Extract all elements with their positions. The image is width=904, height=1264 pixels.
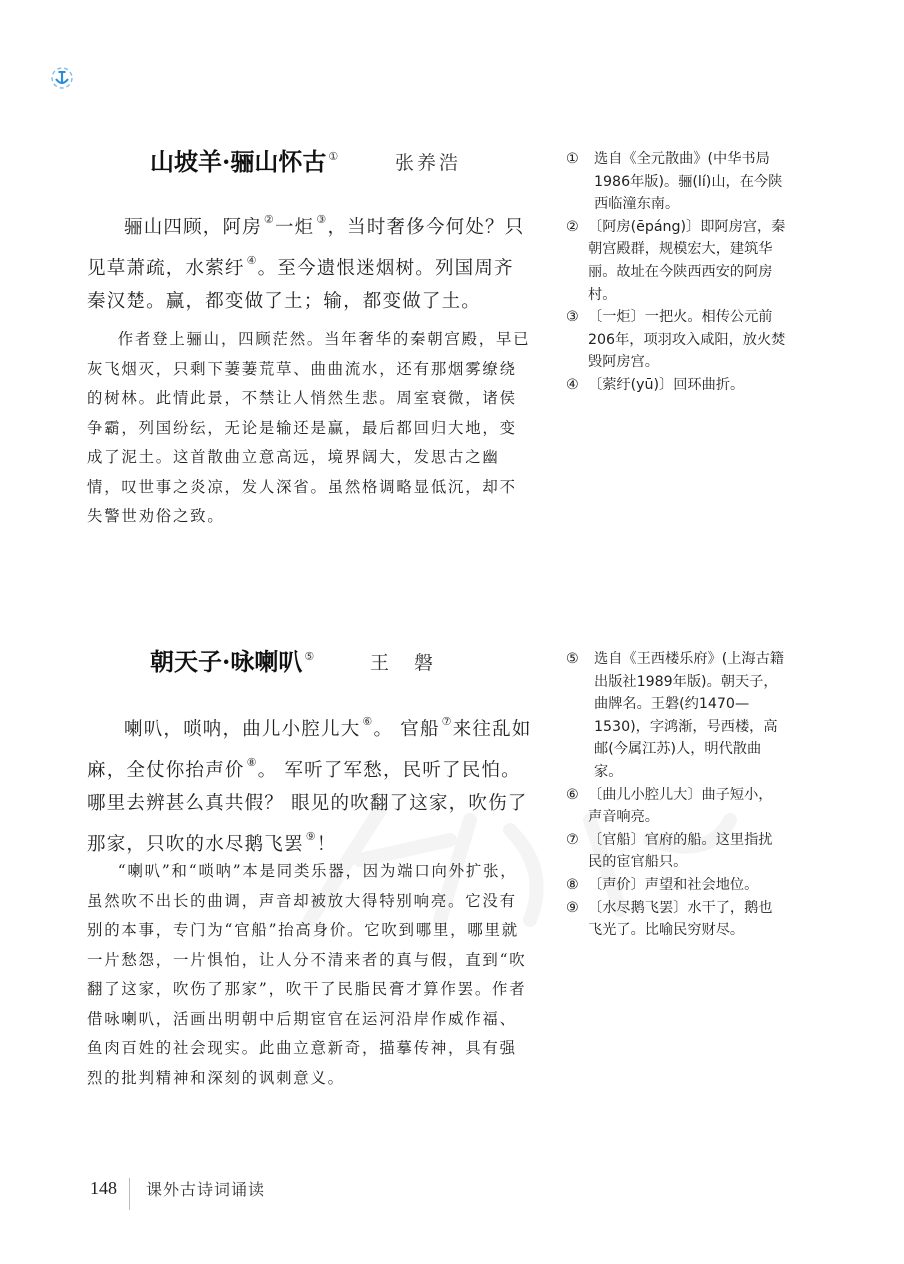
footnote-item bbox=[566, 829, 786, 874]
footnote-number: ② bbox=[566, 218, 579, 235]
footnote-number: ① bbox=[566, 151, 579, 167]
footnote-ref[interactable]: ④ bbox=[246, 254, 258, 267]
footnote-number: ⑥ bbox=[566, 786, 579, 803]
poem-text: 。 军听了军愁，民听了民怕。 哪里去辨甚么真共假？ 眼见的吹翻了这家，吹伤了那家，只吹的水尽鹅飞罢 bbox=[87, 760, 528, 855]
footnote-text: 〔阿房(ēpáng)〕即阿房宫，秦朝宫殿群，规模宏大，建筑华丽。故址在今陕西西安的阿房村。 bbox=[588, 218, 786, 303]
footnote-ref[interactable]: ⑧ bbox=[246, 756, 258, 769]
footnotes bbox=[566, 148, 786, 397]
poem-text: 。至今遗恨迷烟树。列国周齐秦汉楚。赢，都变做了土；输，都变做了土。 bbox=[87, 258, 514, 312]
poem-text: 来往乱如麻，全仗你抬声价 bbox=[87, 719, 532, 781]
footnote-item bbox=[566, 897, 786, 942]
footnote-ref[interactable]: ⑨ bbox=[305, 830, 317, 843]
footnote-ref[interactable]: ⑥ bbox=[362, 715, 374, 728]
poem-title-text: 朝天子·咏喇叭 bbox=[150, 647, 303, 676]
poem-body bbox=[87, 203, 532, 318]
poem-text: ，当时奢侈今何处？只见草萧疏，水萦纡 bbox=[87, 217, 525, 279]
footer-divider bbox=[129, 1178, 130, 1210]
footnote-text: 〔曲儿小腔儿大〕曲子短小，声音响亮。 bbox=[588, 786, 773, 826]
footnote-item bbox=[566, 306, 786, 374]
footnote-text: 〔声价〕声望和社会地位。 bbox=[588, 876, 759, 893]
poem-author: 王 磐 bbox=[370, 652, 437, 674]
page-number: 148 bbox=[90, 1177, 117, 1198]
footnote-item bbox=[566, 874, 786, 897]
footnote-ref[interactable]: ③ bbox=[316, 213, 328, 226]
poem-title bbox=[150, 642, 314, 677]
footnotes bbox=[566, 648, 786, 942]
commentary bbox=[87, 325, 532, 532]
footnote-text: 选自《全元散曲》(中华书局1986年版)。骊(lí)山，在今陕西临潼东南。 bbox=[594, 151, 783, 213]
footnote-ref[interactable]: ① bbox=[328, 150, 339, 163]
poem-text: 喇叭，唢呐，曲儿小腔儿大 bbox=[124, 719, 361, 740]
footnote-text: 〔官船〕官府的船。这里指扰民的宦官船只。 bbox=[588, 831, 773, 871]
footnote-number: ⑤ bbox=[566, 651, 579, 667]
poem-text: 。 官船 bbox=[373, 719, 440, 740]
footnote-ref[interactable]: ⑦ bbox=[441, 715, 453, 728]
anchor-icon bbox=[51, 67, 73, 89]
page-footer bbox=[90, 1172, 265, 1204]
footnote-item bbox=[566, 374, 786, 397]
poem-title-text: 山坡羊·骊山怀古 bbox=[150, 147, 327, 176]
footnote-number: ③ bbox=[566, 309, 579, 326]
footnote-text: 选自《王西楼乐府》(上海古籍出版社1989年版)。朝天子，曲牌名。王磐(约1470—1530)，字鸿渐，号西楼，高邮(今属江苏)人，明代散曲家。 bbox=[594, 651, 784, 780]
poem-author: 张养浩 bbox=[395, 152, 462, 174]
footnote-item bbox=[566, 648, 786, 784]
footnote-item bbox=[566, 216, 786, 306]
footnote-ref[interactable]: ⑤ bbox=[304, 650, 315, 663]
footnote-item bbox=[566, 148, 786, 216]
footnote-ref[interactable]: ② bbox=[263, 213, 275, 226]
commentary bbox=[87, 857, 532, 1093]
footnote-item bbox=[566, 784, 786, 829]
commentary-text: 作者登上骊山，四顾茫然。当年奢华的秦朝宫殿，早已灰飞烟灭，只剩下萋萋荒草、曲曲流水，还有那烟雾缭绕的树林。此情此景，不禁让人悄然生悲。周室衰微，诸侯争霸，列国纷纭，无论是输还是赢，最后都回归大地，变成了泥土。这首散曲立意高远，境界阔大，发思古之幽情，叹世事之炎凉，发人深省。虽然格调略显低沉，却不失警世劝俗之致。 bbox=[87, 330, 531, 525]
footnote-text: 〔萦纡(yū)〕回环曲折。 bbox=[588, 376, 745, 393]
book-title: 课外古诗词诵读 bbox=[146, 1179, 266, 1199]
poem-text: 一炬 bbox=[274, 217, 315, 238]
footnote-number: ④ bbox=[566, 376, 579, 393]
commentary-text: “喇叭”和“唢呐”本是同类乐器，因为端口向外扩张，虽然吹不出长的曲调，声音却被放大得特别响亮。它没有别的本事，专门为“官船”抬高身价。它吹到哪里，哪里就一片愁怨，一片惧怕，让人分不清来者的真与假，直到“吹翻了这家，吹伤了那家”，吹干了民脂民膏才算作罢。作者借咏喇叭，活画出明朝中后期宦官在运河沿岸作威作福、鱼肉百姓的社会现实。此曲立意新奇，描摹传神，具有强烈的批判精神和深刻的讽刺意义。 bbox=[87, 862, 527, 1087]
footnote-number: ⑨ bbox=[566, 899, 579, 916]
poem-body bbox=[87, 705, 532, 861]
footnote-number: ⑧ bbox=[566, 876, 579, 893]
poem-title bbox=[150, 142, 338, 177]
footnote-text: 〔一炬〕一把火。相传公元前206年，项羽攻入咸阳，放火焚毁阿房宫。 bbox=[588, 309, 786, 371]
poem-text: 骊山四顾，阿房 bbox=[124, 217, 262, 238]
poem-text: ！ bbox=[316, 834, 337, 855]
footnote-number: ⑦ bbox=[566, 831, 579, 848]
footnote-text: 〔水尽鹅飞罢〕水干了，鹅也飞光了。比喻民穷财尽。 bbox=[588, 899, 773, 939]
